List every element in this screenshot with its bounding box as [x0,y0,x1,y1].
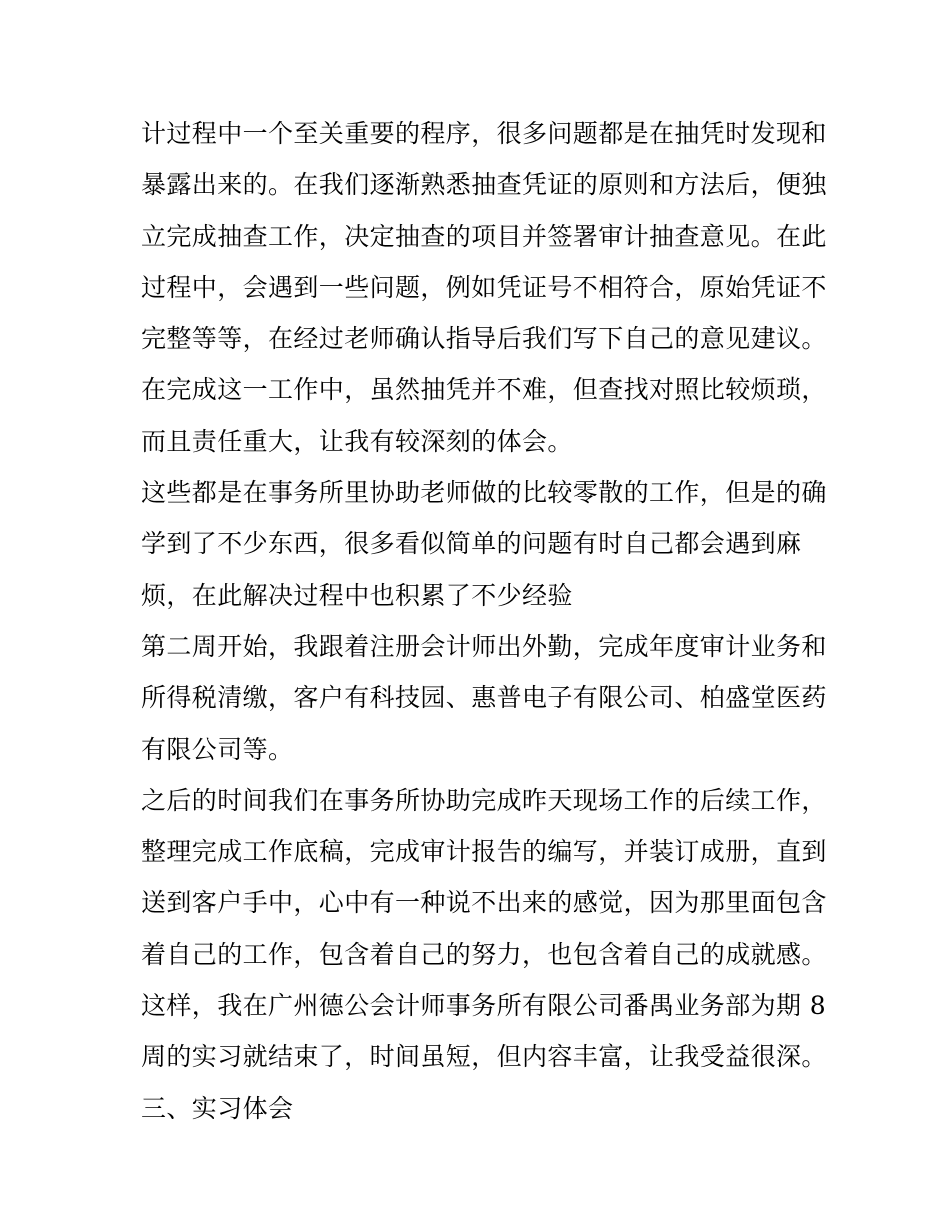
section-heading: 三、实习体会 [141,1093,294,1123]
text-line: 送到客户手中，心中有一种说不出来的感觉，因为那里面包含 [141,888,827,918]
text-line: 过程中，会遇到一些问题，例如凭证号不相符合，原始凭证不 [141,272,827,302]
text-line: 之后的时间我们在事务所协助完成昨天现场工作的后续工作， [141,785,827,815]
text-line: 而且责任重大，让我有较深刻的体会。 [141,426,573,456]
text-line: 立完成抽查工作，决定抽查的项目并签署审计抽查意见。在此 [141,221,827,251]
text-line: 暴露出来的。在我们逐渐熟悉抽查凭证的原则和方法后，便独 [141,170,827,200]
text-line: 计过程中一个至关重要的程序，很多问题都是在抽凭时发现和 [141,119,827,148]
body-text [141,108,827,1134]
text-line: 这些都是在事务所里协助老师做的比较零散的工作，但是的确 [141,478,827,508]
text-line: 着自己的工作，包含着自己的努力，也包含着自己的成就感。 [141,939,827,969]
text-line: 周的实习就结束了，时间虽短，但内容丰富，让我受益很深。 [141,1042,827,1072]
text-line: 学到了不少东西，很多看似简单的问题有时自己都会遇到麻 [141,529,802,559]
text-line: 有限公司等。 [141,734,294,764]
text-line: 所得税清缴，客户有科技园、惠普电子有限公司、柏盛堂医药 [141,683,827,713]
text-line: 烦，在此解决过程中也积累了不少经验 [141,580,573,610]
text-line: 完整等等，在经过老师确认指导后我们写下自己的意见建议。 [141,324,827,354]
text-line: 这样，我在广州德公会计师事务所有限公司番禺业务部为期 8 [141,991,827,1021]
text-line: 整理完成工作底稿，完成审计报告的编写，并装订成册，直到 [141,837,827,867]
text-line: 在完成这一工作中，虽然抽凭并不难，但查找对照比较烦琐， [141,375,827,405]
text-line: 第二周开始，我跟着注册会计师出外勤，完成年度审计业务和 [141,631,827,661]
